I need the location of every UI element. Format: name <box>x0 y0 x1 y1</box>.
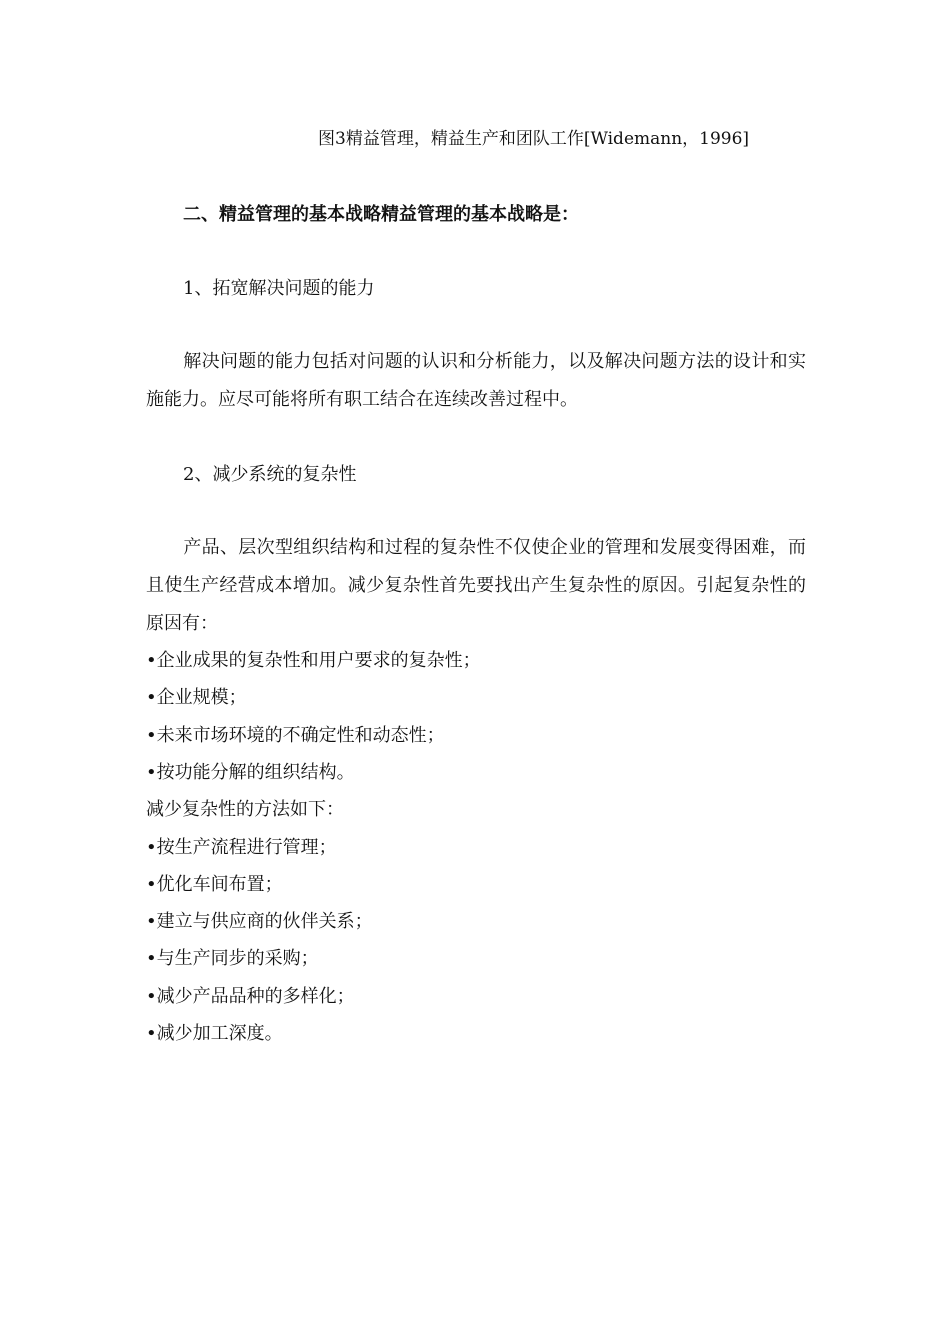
method-list-item: •优化车间布置； <box>146 874 283 895</box>
method-list-item: •减少产品品种的多样化； <box>146 986 355 1007</box>
method-list-item: •减少加工深度。 <box>146 1023 283 1044</box>
section-heading: 二、精益管理的基本战略精益管理的基本战略是： <box>183 204 579 225</box>
cause-list-item: •企业规模； <box>146 687 247 708</box>
figure-caption: 图3精益管理，精益生产和团队工作[Widemann，1996] <box>318 129 750 149</box>
item1-paragraph-text: 解决问题的能力包括对问题的认识和分析能力，以及解决问题方法的设计和实施能力。应尽可能将所有职工结合在连续改善过程中。 <box>146 351 806 410</box>
item1-paragraph <box>146 343 806 419</box>
method-list-item: •建立与供应商的伙伴关系； <box>146 911 373 932</box>
cause-list-item: •未来市场环境的不确定性和动态性； <box>146 725 445 746</box>
cause-list-item: •企业成果的复杂性和用户要求的复杂性； <box>146 650 481 671</box>
method-list-item: •按生产流程进行管理； <box>146 837 337 858</box>
methods-intro: 减少复杂性的方法如下： <box>146 799 344 820</box>
item2-paragraph <box>146 529 806 643</box>
method-list-item: •与生产同步的采购； <box>146 948 319 969</box>
cause-list-item: •按功能分解的组织结构。 <box>146 762 355 783</box>
item2-paragraph-text: 产品、层次型组织结构和过程的复杂性不仅使企业的管理和发展变得困难，而且使生产经营成本增加。减少复杂性首先要找出产生复杂性的原因。引起复杂性的原因有： <box>146 537 806 634</box>
item1-title: 1、拓宽解决问题的能力 <box>183 278 375 299</box>
item2-title: 2、减少系统的复杂性 <box>183 464 357 485</box>
